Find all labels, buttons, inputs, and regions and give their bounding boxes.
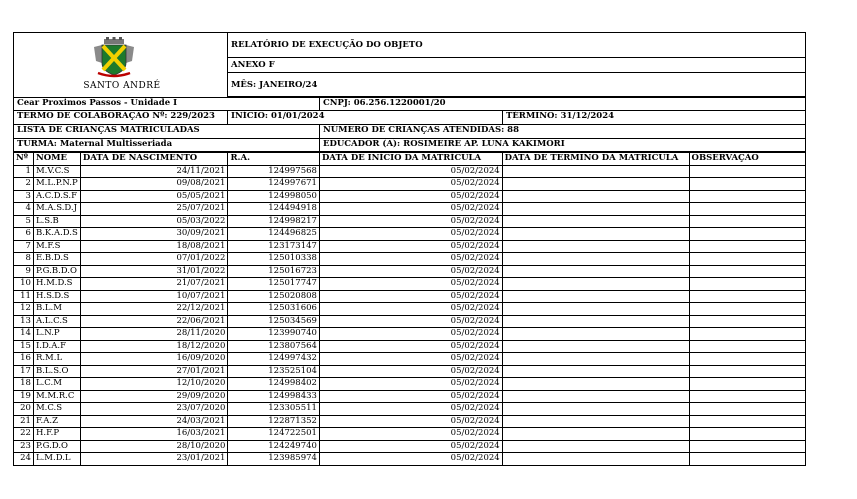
city-crest-icon [92,37,136,79]
row-name: B.L.M [33,303,80,316]
row-start-date: 05/02/2024 [319,428,502,441]
table-row [14,378,806,391]
list-title: LISTA DE CRIANÇAS MATRICULADAS [13,125,319,139]
row-ra: 124998433 [228,390,319,403]
row-observation [689,315,805,328]
row-number: 18 [14,378,34,391]
row-birth-date: 30/09/2021 [80,228,228,241]
row-end-date [502,315,689,328]
row-ra: 124494918 [228,203,319,216]
row-ra: 125017747 [228,278,319,291]
row-start-date: 05/02/2024 [319,328,502,341]
table-row [14,265,806,278]
table-row [14,240,806,253]
row-end-date [502,228,689,241]
row-name: H.M.D.S [33,278,80,291]
col-start-header: DATA DE INÍCIO DA MATRÍCULA [319,153,502,166]
row-observation [689,240,805,253]
row-name: H.F.P [33,428,80,441]
institution-name: Cear Proximos Passos - Unidade I [13,97,319,111]
col-end-header: DATA DE TERMINO DA MATRICULA [502,153,689,166]
row-number: 17 [14,365,34,378]
row-start-date: 05/02/2024 [319,253,502,266]
row-ra: 124997568 [228,165,319,178]
row-observation [689,328,805,341]
row-birth-date: 28/11/2020 [80,328,228,341]
row-end-date [502,215,689,228]
row-birth-date: 24/11/2021 [80,165,228,178]
start-date-label: INÍCIO: 01/01/2024 [227,111,502,125]
row-number: 10 [14,278,34,291]
row-name: M.C.S [33,403,80,416]
table-row [14,365,806,378]
row-ra: 123305511 [228,403,319,416]
row-birth-date: 21/07/2021 [80,278,228,291]
educator-name: EDUCADOR (A): ROSIMEIRE AP. LUNA KAKIMORI [319,139,806,152]
row-end-date [502,440,689,453]
row-birth-date: 27/01/2021 [80,365,228,378]
row-name: M.V.C.S [33,165,80,178]
row-observation [689,215,805,228]
row-number: 3 [14,190,34,203]
month-label: MÊS: JANEIRO/24 [227,72,806,97]
row-ra: 122871352 [228,415,319,428]
row-name: L.M.D.L [33,453,80,466]
row-number: 14 [14,328,34,341]
row-number: 21 [14,415,34,428]
row-start-date: 05/02/2024 [319,228,502,241]
row-observation [689,228,805,241]
row-name: A.C.D.S.F [33,190,80,203]
logo-cell [13,32,228,98]
row-birth-date: 05/05/2021 [80,190,228,203]
row-observation [689,165,805,178]
row-ra: 125020808 [228,290,319,303]
row-ra: 123173147 [228,240,319,253]
row-start-date: 05/02/2024 [319,278,502,291]
row-end-date [502,453,689,466]
row-birth-date: 28/10/2020 [80,440,228,453]
row-end-date [502,265,689,278]
row-observation [689,378,805,391]
row-name: H.S.D.S [33,290,80,303]
row-observation [689,415,805,428]
table-row [14,453,806,466]
row-name: I.D.A.F [33,340,80,353]
row-end-date [502,190,689,203]
row-name: P.G.B.D.O [33,265,80,278]
row-name: P.G.D.O [33,440,80,453]
row-number: 1 [14,165,34,178]
row-end-date [502,390,689,403]
row-number: 19 [14,390,34,403]
row-end-date [502,340,689,353]
row-number: 5 [14,215,34,228]
enrollment-table [13,152,806,466]
row-ra: 124997671 [228,178,319,191]
row-number: 13 [14,315,34,328]
row-number: 8 [14,253,34,266]
table-row [14,228,806,241]
row-end-date [502,303,689,316]
table-row [14,290,806,303]
row-end-date [502,353,689,366]
row-start-date: 05/02/2024 [319,178,502,191]
row-observation [689,253,805,266]
row-start-date: 05/02/2024 [319,390,502,403]
row-number: 9 [14,265,34,278]
row-observation [689,453,805,466]
table-row [14,165,806,178]
row-number: 15 [14,340,34,353]
row-start-date: 05/02/2024 [319,203,502,216]
col-name-header: NOME [33,153,80,166]
table-row [14,203,806,216]
row-observation [689,365,805,378]
report-title: RELATÓRIO DE EXECUÇÃO DO OBJETO [227,32,806,57]
report-sheet [13,32,806,480]
row-start-date: 05/02/2024 [319,440,502,453]
row-name: B.K.A.D.S [33,228,80,241]
row-end-date [502,240,689,253]
row-end-date [502,165,689,178]
table-row [14,390,806,403]
table-row [14,403,806,416]
row-birth-date: 23/01/2021 [80,453,228,466]
row-birth-date: 09/08/2021 [80,178,228,191]
row-name: R.M.L [33,353,80,366]
row-name: B.L.S.O [33,365,80,378]
table-row [14,328,806,341]
row-ra: 124997432 [228,353,319,366]
row-number: 22 [14,428,34,441]
table-row [14,215,806,228]
row-birth-date: 29/09/2020 [80,390,228,403]
annex-label: ANEXO F [227,57,806,72]
row-observation [689,340,805,353]
row-name: M.F.S [33,240,80,253]
row-observation [689,403,805,416]
row-birth-date: 22/06/2021 [80,315,228,328]
row-name: M.L.P.N.P [33,178,80,191]
children-count: NÚMERO DE CRIANÇAS ATENDIDAS: 88 [319,125,806,139]
row-name: A.L.C.S [33,315,80,328]
row-number: 23 [14,440,34,453]
row-observation [689,190,805,203]
row-ra: 123985974 [228,453,319,466]
row-end-date [502,415,689,428]
row-birth-date: 05/03/2022 [80,215,228,228]
table-row [14,353,806,366]
row-end-date [502,365,689,378]
row-end-date [502,178,689,191]
row-start-date: 05/02/2024 [319,415,502,428]
row-end-date [502,328,689,341]
row-start-date: 05/02/2024 [319,378,502,391]
row-number: 2 [14,178,34,191]
table-header-row [14,153,806,166]
row-observation [689,303,805,316]
row-ra: 124496825 [228,228,319,241]
row-ra: 124249740 [228,440,319,453]
row-observation [689,178,805,191]
row-birth-date: 22/12/2021 [80,303,228,316]
row-start-date: 05/02/2024 [319,240,502,253]
collaboration-term: TERMO DE COLABORAÇÃO Nº: 229/2023 [13,111,227,125]
row-number: 11 [14,290,34,303]
row-birth-date: 16/03/2021 [80,428,228,441]
row-birth-date: 25/07/2021 [80,203,228,216]
row-start-date: 05/02/2024 [319,165,502,178]
row-start-date: 05/02/2024 [319,215,502,228]
row-number: 24 [14,453,34,466]
row-name: M.A.S.D.J [33,203,80,216]
row-start-date: 05/02/2024 [319,453,502,466]
row-observation [689,278,805,291]
row-observation [689,290,805,303]
row-start-date: 05/02/2024 [319,190,502,203]
row-number: 4 [14,203,34,216]
row-birth-date: 18/08/2021 [80,240,228,253]
class-name: TURMA: Maternal Multisseriada [13,139,319,152]
row-end-date [502,278,689,291]
table-row [14,428,806,441]
table-row [14,440,806,453]
row-ra: 124998402 [228,378,319,391]
row-ra: 125031606 [228,303,319,316]
row-end-date [502,378,689,391]
end-date-label: TÉRMINO: 31/12/2024 [502,111,806,125]
row-birth-date: 18/12/2020 [80,340,228,353]
col-ra-header: R.A. [228,153,319,166]
row-ra: 124998050 [228,190,319,203]
row-start-date: 05/02/2024 [319,365,502,378]
row-end-date [502,290,689,303]
row-observation [689,440,805,453]
col-number-header: Nº [14,153,34,166]
logo-caption: SANTO ANDRÉ [83,81,161,91]
row-birth-date: 31/01/2022 [80,265,228,278]
table-row [14,303,806,316]
row-name: F.A.Z [33,415,80,428]
row-ra: 125010338 [228,253,319,266]
row-end-date [502,253,689,266]
row-observation [689,265,805,278]
row-observation [689,203,805,216]
row-ra: 123990740 [228,328,319,341]
col-birth-header: DATA DE NASCIMENTO [80,153,228,166]
row-start-date: 05/02/2024 [319,403,502,416]
row-ra: 123525104 [228,365,319,378]
row-name: L.N.P [33,328,80,341]
row-number: 7 [14,240,34,253]
table-row [14,178,806,191]
row-number: 20 [14,403,34,416]
row-birth-date: 07/01/2022 [80,253,228,266]
row-name: E.B.D.S [33,253,80,266]
row-observation [689,353,805,366]
col-observation-header: OBSERVAÇÃO [689,153,805,166]
row-name: M.M.R.C [33,390,80,403]
row-end-date [502,403,689,416]
row-start-date: 05/02/2024 [319,353,502,366]
row-end-date [502,203,689,216]
table-row [14,340,806,353]
table-row [14,253,806,266]
row-number: 12 [14,303,34,316]
table-row [14,190,806,203]
row-ra: 125034569 [228,315,319,328]
row-number: 16 [14,353,34,366]
row-end-date [502,428,689,441]
row-birth-date: 16/09/2020 [80,353,228,366]
row-birth-date: 12/10/2020 [80,378,228,391]
row-start-date: 05/02/2024 [319,340,502,353]
row-ra: 124722501 [228,428,319,441]
row-ra: 124998217 [228,215,319,228]
row-birth-date: 24/03/2021 [80,415,228,428]
row-name: L.C.M [33,378,80,391]
table-row [14,278,806,291]
row-observation [689,390,805,403]
row-start-date: 05/02/2024 [319,303,502,316]
table-row [14,415,806,428]
row-birth-date: 23/07/2020 [80,403,228,416]
row-observation [689,428,805,441]
row-number: 6 [14,228,34,241]
table-row [14,315,806,328]
row-ra: 125016723 [228,265,319,278]
cnpj-label: CNPJ: 06.256.1220001/20 [319,97,806,111]
row-start-date: 05/02/2024 [319,265,502,278]
row-name: L.S.B [33,215,80,228]
row-birth-date: 10/07/2021 [80,290,228,303]
row-start-date: 05/02/2024 [319,315,502,328]
row-ra: 123807564 [228,340,319,353]
row-start-date: 05/02/2024 [319,290,502,303]
